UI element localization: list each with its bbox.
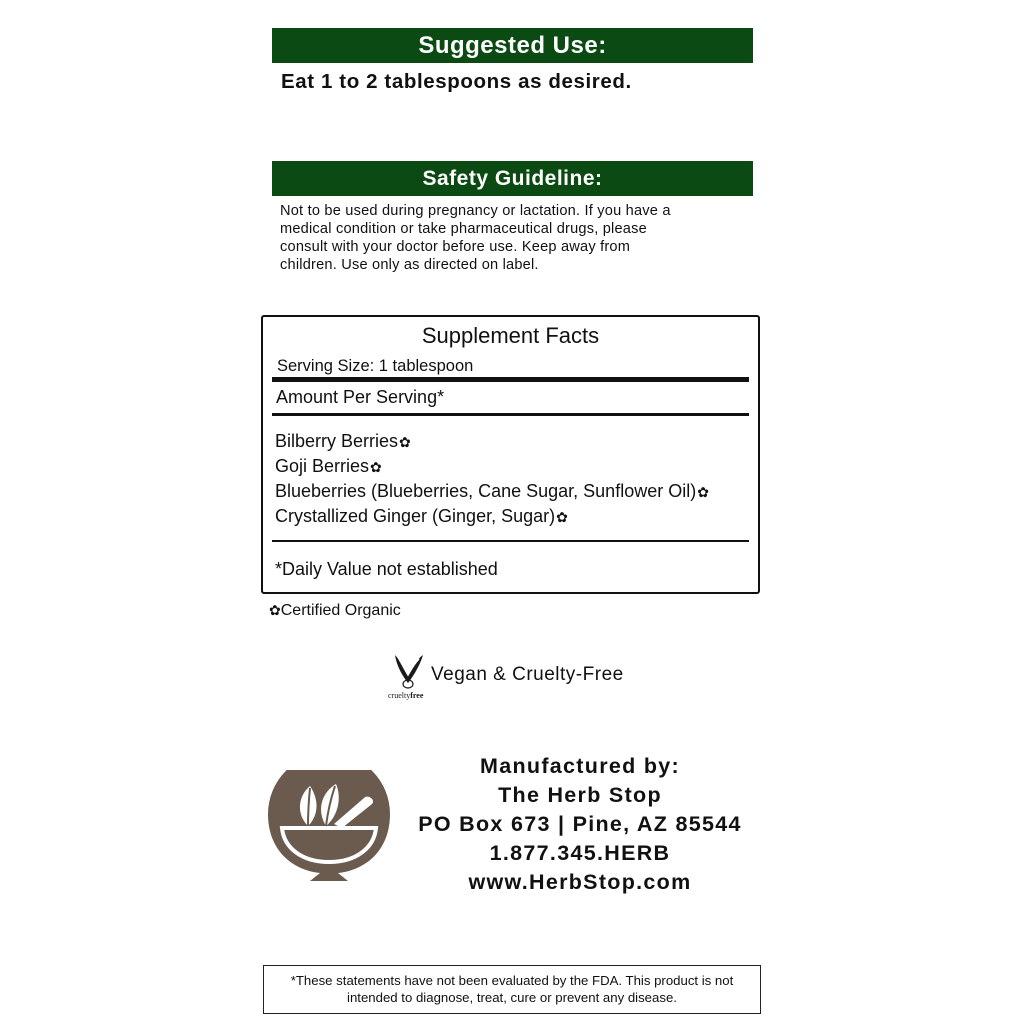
certified-organic-label: Certified Organic	[280, 602, 401, 619]
ingredient-name: Bilberry Berries	[275, 431, 399, 451]
suggested-use-heading	[272, 28, 753, 63]
ingredient-name: Blueberries (Blueberries, Cane Sugar, Sunflower Oil)	[275, 481, 697, 501]
ingredient-row	[275, 454, 709, 479]
organic-flower-icon: ✿	[269, 602, 281, 618]
manufacturer-name: The Herb Stop	[498, 783, 662, 807]
ingredient-row	[275, 429, 709, 454]
ingredient-name: Goji Berries	[275, 456, 370, 476]
amount-per-serving: Amount Per Serving*	[276, 387, 445, 407]
manufacturer-phone: 1.877.345.HERB	[489, 841, 671, 865]
organic-flower-icon: ✿	[697, 484, 709, 500]
divider-thin	[272, 540, 749, 542]
ingredient-row	[275, 504, 709, 529]
safety-line: consult with your doctor before use. Keep away from	[280, 239, 631, 255]
serving-size: Serving Size: 1 tablespoon	[277, 357, 474, 375]
ingredient-list	[275, 429, 709, 529]
fda-disclaimer-box	[263, 965, 761, 1014]
safety-line: medical condition or take pharmaceutical drugs, please	[280, 221, 647, 237]
disclaimer-line: *These statements have not been evaluated by the FDA. This product is not	[290, 973, 734, 988]
organic-flower-icon: ✿	[370, 459, 382, 475]
certified-organic-note	[268, 602, 401, 620]
ingredient-row	[275, 479, 709, 504]
safety-guideline-heading-text: Safety Guideline:	[422, 166, 603, 190]
ingredient-name: Crystallized Ginger (Ginger, Sugar)	[275, 506, 556, 526]
safety-line: children. Use only as directed on label.	[280, 257, 539, 273]
suggested-use-heading-text: Suggested Use:	[418, 31, 607, 59]
vegan-cruelty-free-label: Vegan & Cruelty-Free	[431, 664, 624, 685]
safety-guideline-heading	[272, 161, 753, 196]
safety-line: Not to be used during pregnancy or lactation. If you have a	[280, 203, 671, 219]
supplement-facts-title: Supplement Facts	[421, 323, 600, 348]
safety-guideline-text	[280, 202, 755, 274]
disclaimer-line: intended to diagnose, treat, cure or prevent any disease.	[347, 990, 677, 1005]
free-logo-text: free	[410, 691, 424, 700]
manufacturer-address: PO Box 673 | Pine, AZ 85544	[418, 812, 742, 836]
manufacturer-website: www.HerbStop.com	[468, 870, 692, 894]
daily-value-note: *Daily Value not established	[275, 559, 498, 579]
divider-medium	[272, 413, 749, 416]
cruelty-free-bunny-icon	[387, 653, 431, 701]
svg-text:crueltyfree	[388, 691, 424, 700]
organic-flower-icon: ✿	[556, 509, 568, 525]
supplement-facts-panel	[261, 315, 760, 594]
manufactured-by-label: Manufactured by:	[480, 754, 680, 778]
divider-thick	[272, 377, 749, 382]
manufacturer-block	[400, 752, 760, 897]
suggested-use-text: Eat 1 to 2 tablespoons as desired.	[281, 70, 632, 93]
herb-stop-mortar-pestle-logo	[264, 770, 394, 882]
cruelty-logo-text: cruelty	[388, 691, 411, 700]
organic-flower-icon: ✿	[399, 434, 411, 450]
